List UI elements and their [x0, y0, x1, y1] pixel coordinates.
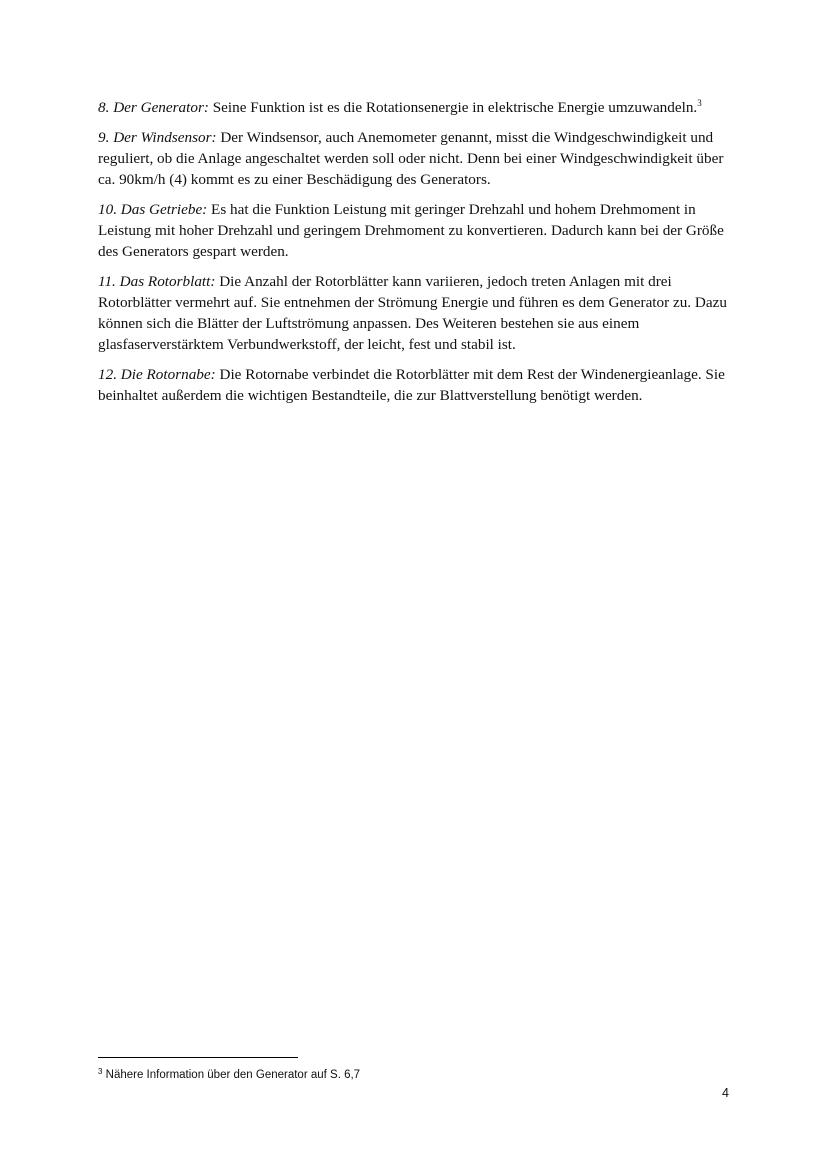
paragraph-generator	[98, 97, 738, 118]
footnote-text: Nähere Information über den Generator auf S. 6,7	[102, 1069, 361, 1081]
paragraph-rotornabe	[98, 364, 738, 406]
term-windsensor: 9. Der Windsensor:	[98, 129, 217, 146]
term-rotornabe: 12. Die Rotornabe:	[98, 366, 216, 383]
term-getriebe: 10. Das Getriebe:	[98, 201, 208, 218]
paragraph-text: Seine Funktion ist es die Rotationsenergie in elektrische Energie umzuwandeln.	[208, 99, 698, 116]
term-generator: 8. Der Generator:	[98, 99, 209, 116]
paragraph-text: Der Windsensor, auch Anemometer genannt, misst die Windgeschwindigkeit und reguliert, ob die Anlage angeschaltet werden soll oder nicht. Denn bei einer Windgeschwindigkeit über ca. 90km/h (4) kommt es zu einer Beschädigung des Generators.	[98, 129, 724, 188]
paragraph-getriebe	[98, 199, 738, 262]
page-number: 4	[722, 1086, 729, 1100]
footnote	[98, 1068, 360, 1083]
paragraph-text: Es hat die Funktion Leistung mit geringer Drehzahl und hohem Drehmoment in Leistung mit hoher Drehzahl und geringem Drehmoment zu konvertieren. Dadurch kann bei der Größe des Generators gespart werden.	[98, 201, 724, 260]
paragraph-text: Die Rotornabe verbindet die Rotorblätter mit dem Rest der Windenergieanlage. Sie beinhaltet außerdem die wichtigen Bestandteile, die zur Blattverstellung benötigt werden.	[98, 366, 725, 404]
footnote-reference[interactable]: 3	[697, 98, 702, 108]
paragraph-text: Die Anzahl der Rotorblätter kann variieren, jedoch treten Anlagen mit drei Rotorblätter vermehrt auf. Sie entnehmen der Strömung Energie und führen es dem Generator zu. Dazu können sich die Blätter der Luftströmung anpassen. Des Weiteren bestehen sie aus einem glasfaserverstärktem Verbundwerkstoff, der leicht, fest und stabil ist.	[98, 273, 727, 353]
document-body	[98, 97, 738, 415]
term-rotorblatt: 11. Das Rotorblatt:	[98, 273, 216, 290]
footnote-marker: 3	[98, 1067, 103, 1076]
footnote-divider	[98, 1057, 298, 1058]
paragraph-windsensor	[98, 127, 738, 190]
paragraph-rotorblatt	[98, 271, 738, 355]
